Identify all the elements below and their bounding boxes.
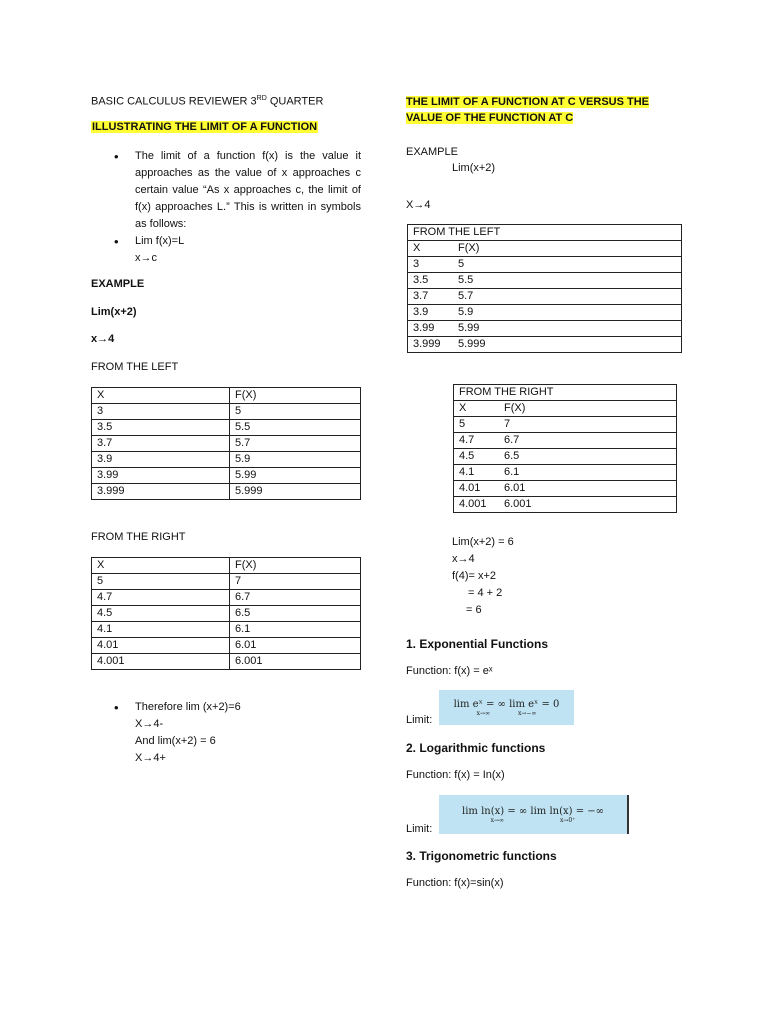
table-cell: 5.5: [453, 273, 682, 289]
table-row: [92, 452, 361, 468]
right-right-table: [453, 384, 677, 513]
exp-limit-formula: [439, 690, 574, 725]
example-limit: Lim(x+2): [91, 306, 137, 318]
table-header-row: [454, 401, 677, 417]
table-cell: 3.9: [92, 452, 230, 468]
log-function: Function: f(x) = In(x): [406, 769, 505, 781]
symbol-line-1: Lim f(x)=L: [135, 235, 185, 247]
conclusion-line-1: Therefore lim (x+2)=6: [135, 701, 241, 713]
table-row: [408, 273, 682, 289]
table-cell: 6.01: [499, 481, 677, 497]
table-header-cell: X: [408, 241, 454, 257]
right-heading-text: THE LIMIT OF A FUNCTION AT C VERSUS THE VALUE OF THE FUNCTION AT C: [406, 96, 650, 124]
table-cell: 4.01: [92, 638, 230, 654]
table-cell: 6.01: [230, 638, 361, 654]
table-header-cell: F(X): [453, 241, 682, 257]
document-title: [91, 95, 323, 108]
right-left-table: [407, 224, 682, 353]
table-cell: 3.999: [408, 337, 454, 353]
table-cell: 4.7: [92, 590, 230, 606]
table-cell: 5.9: [230, 452, 361, 468]
symbol-line-2: x→c: [135, 252, 157, 264]
log-formula-subscripts: [462, 817, 604, 824]
table-cell: 3: [92, 404, 230, 420]
table-caption: FROM THE LEFT: [408, 225, 682, 241]
table-row: [92, 574, 361, 590]
table-row: [408, 305, 682, 321]
right-heading: [406, 94, 681, 126]
evaluation-line-4: = 4 + 2: [468, 587, 503, 599]
table-header-row: [92, 558, 361, 574]
table-cell: 5.99: [453, 321, 682, 337]
log-limit-label: Limit:: [406, 823, 433, 835]
table-cell: 3.7: [92, 436, 230, 452]
exp-heading: 1. Exponential Functions: [406, 637, 549, 651]
table-cell: 5: [230, 404, 361, 420]
table-cell: 6.7: [499, 433, 677, 449]
evaluation-line-3: f(4)= x+2: [452, 570, 497, 582]
table-cell: 3.9: [408, 305, 454, 321]
section-heading-illustrating: ILLUSTRATING THE LIMIT OF A FUNCTION: [92, 121, 318, 133]
table-cell: 3.5: [92, 420, 230, 436]
conclusion-line-4: X→4+: [135, 752, 166, 764]
log-formula-text: lim ln(x) = ∞ lim ln(x) = −∞: [462, 805, 604, 817]
table-row: [92, 622, 361, 638]
from-right-label: FROM THE RIGHT: [91, 531, 186, 543]
table-row: [92, 654, 361, 670]
table-caption-row: [408, 225, 682, 241]
table-cell: 5.5: [230, 420, 361, 436]
table-cell: 6.001: [499, 497, 677, 513]
table-cell: 5.9: [453, 305, 682, 321]
table-cell: 5.99: [230, 468, 361, 484]
definition-bullet: [135, 148, 361, 233]
table-header-cell: X: [92, 388, 230, 404]
table-cell: 6.7: [230, 590, 361, 606]
table-row: [92, 606, 361, 622]
log-limit-formula: [439, 795, 629, 834]
trig-function: Function: f(x)=sin(x): [406, 877, 504, 889]
table-caption-row: [454, 385, 677, 401]
table-cell: 6.001: [230, 654, 361, 670]
table-row: [92, 590, 361, 606]
table-cell: 5.999: [453, 337, 682, 353]
left-values-table: [91, 387, 361, 500]
table-cell: 4.7: [454, 433, 500, 449]
table-cell: 6.1: [230, 622, 361, 638]
table-row: [454, 465, 677, 481]
table-cell: 5: [92, 574, 230, 590]
definition-text: The limit of a function f(x) is the value it approaches as the value of x approaches c certain value “As x approaches c, the limit of f(x) approaches L.” This is written in symbols as follows:: [135, 150, 361, 230]
exp-sub-1: x→∞: [476, 709, 491, 717]
table-header-cell: X: [454, 401, 500, 417]
table-cell: 4.01: [454, 481, 500, 497]
exp-formula-subscripts: [454, 710, 560, 717]
table-header-row: [92, 388, 361, 404]
symbol-bullet: [135, 233, 361, 267]
exp-formula-text: lim eˣ = ∞ lim eˣ = 0: [453, 698, 560, 710]
table-cell: 4.001: [92, 654, 230, 670]
exp-function: Function: f(x) = eˣ: [406, 665, 493, 677]
title-superscript: RD: [256, 95, 267, 102]
table-cell: 3.99: [92, 468, 230, 484]
table-cell: 3.999: [92, 484, 230, 500]
from-left-label: FROM THE LEFT: [91, 361, 179, 373]
table-row: [92, 468, 361, 484]
table-row: [408, 321, 682, 337]
conclusion-list: [135, 699, 361, 767]
table-row: [92, 484, 361, 500]
trig-heading: 3. Trigonometric functions: [406, 849, 557, 863]
table-cell: 7: [499, 417, 677, 433]
conclusion-line-2: X→4-: [135, 718, 164, 730]
table-header-cell: X: [92, 558, 230, 574]
right-example-label: EXAMPLE: [406, 146, 458, 158]
table-row: [454, 481, 677, 497]
title-suffix: QUARTER: [266, 95, 324, 108]
table-cell: 5.7: [230, 436, 361, 452]
table-caption: FROM THE RIGHT: [454, 385, 677, 401]
evaluation-line-5: = 6: [466, 604, 482, 616]
table-cell: 3.7: [408, 289, 454, 305]
table-row: [408, 337, 682, 353]
evaluation-block: [452, 534, 514, 619]
table-cell: 3.5: [408, 273, 454, 289]
table-row: [454, 433, 677, 449]
right-values-table: [91, 557, 361, 670]
evaluation-line-2: x→4: [452, 553, 475, 565]
right-example-limit: Lim(x+2): [452, 162, 496, 174]
table-cell: 6.5: [230, 606, 361, 622]
table-header-cell: F(X): [499, 401, 677, 417]
table-cell: 5: [453, 257, 682, 273]
table-header-cell: F(X): [230, 558, 361, 574]
table-cell: 4.1: [92, 622, 230, 638]
table-cell: 4.001: [454, 497, 500, 513]
table-row: [92, 420, 361, 436]
log-sub-2: x→0⁺: [559, 816, 576, 824]
table-cell: 3: [408, 257, 454, 273]
right-example-x: X→4: [406, 199, 431, 211]
table-header-cell: F(X): [230, 388, 361, 404]
title-text: BASIC CALCULUS REVIEWER 3: [91, 95, 257, 108]
table-row: [408, 289, 682, 305]
table-row: [454, 417, 677, 433]
conclusion-line-3: And lim(x+2) = 6: [135, 735, 216, 747]
table-row: [92, 404, 361, 420]
example-x: x→4: [91, 333, 115, 345]
table-cell: 3.99: [408, 321, 454, 337]
table-row: [454, 449, 677, 465]
table-header-row: [408, 241, 682, 257]
table-cell: 4.5: [454, 449, 500, 465]
definition-list: [135, 148, 361, 267]
table-row: [92, 436, 361, 452]
example-label: EXAMPLE: [91, 278, 145, 290]
conclusion-bullet: [135, 699, 361, 767]
log-sub-1: x→∞: [490, 816, 505, 824]
table-row: [92, 638, 361, 654]
table-row: [408, 257, 682, 273]
exp-limit-label: Limit:: [406, 714, 433, 726]
evaluation-line-1: Lim(x+2) = 6: [452, 536, 514, 548]
table-cell: 6.1: [499, 465, 677, 481]
exp-sub-2: x→−∞: [517, 709, 537, 717]
table-cell: 4.5: [92, 606, 230, 622]
log-heading: 2. Logarithmic functions: [406, 741, 546, 755]
table-row: [454, 497, 677, 513]
table-cell: 4.1: [454, 465, 500, 481]
table-cell: 5.7: [453, 289, 682, 305]
table-cell: 5: [454, 417, 500, 433]
table-cell: 7: [230, 574, 361, 590]
table-cell: 6.5: [499, 449, 677, 465]
table-cell: 5.999: [230, 484, 361, 500]
